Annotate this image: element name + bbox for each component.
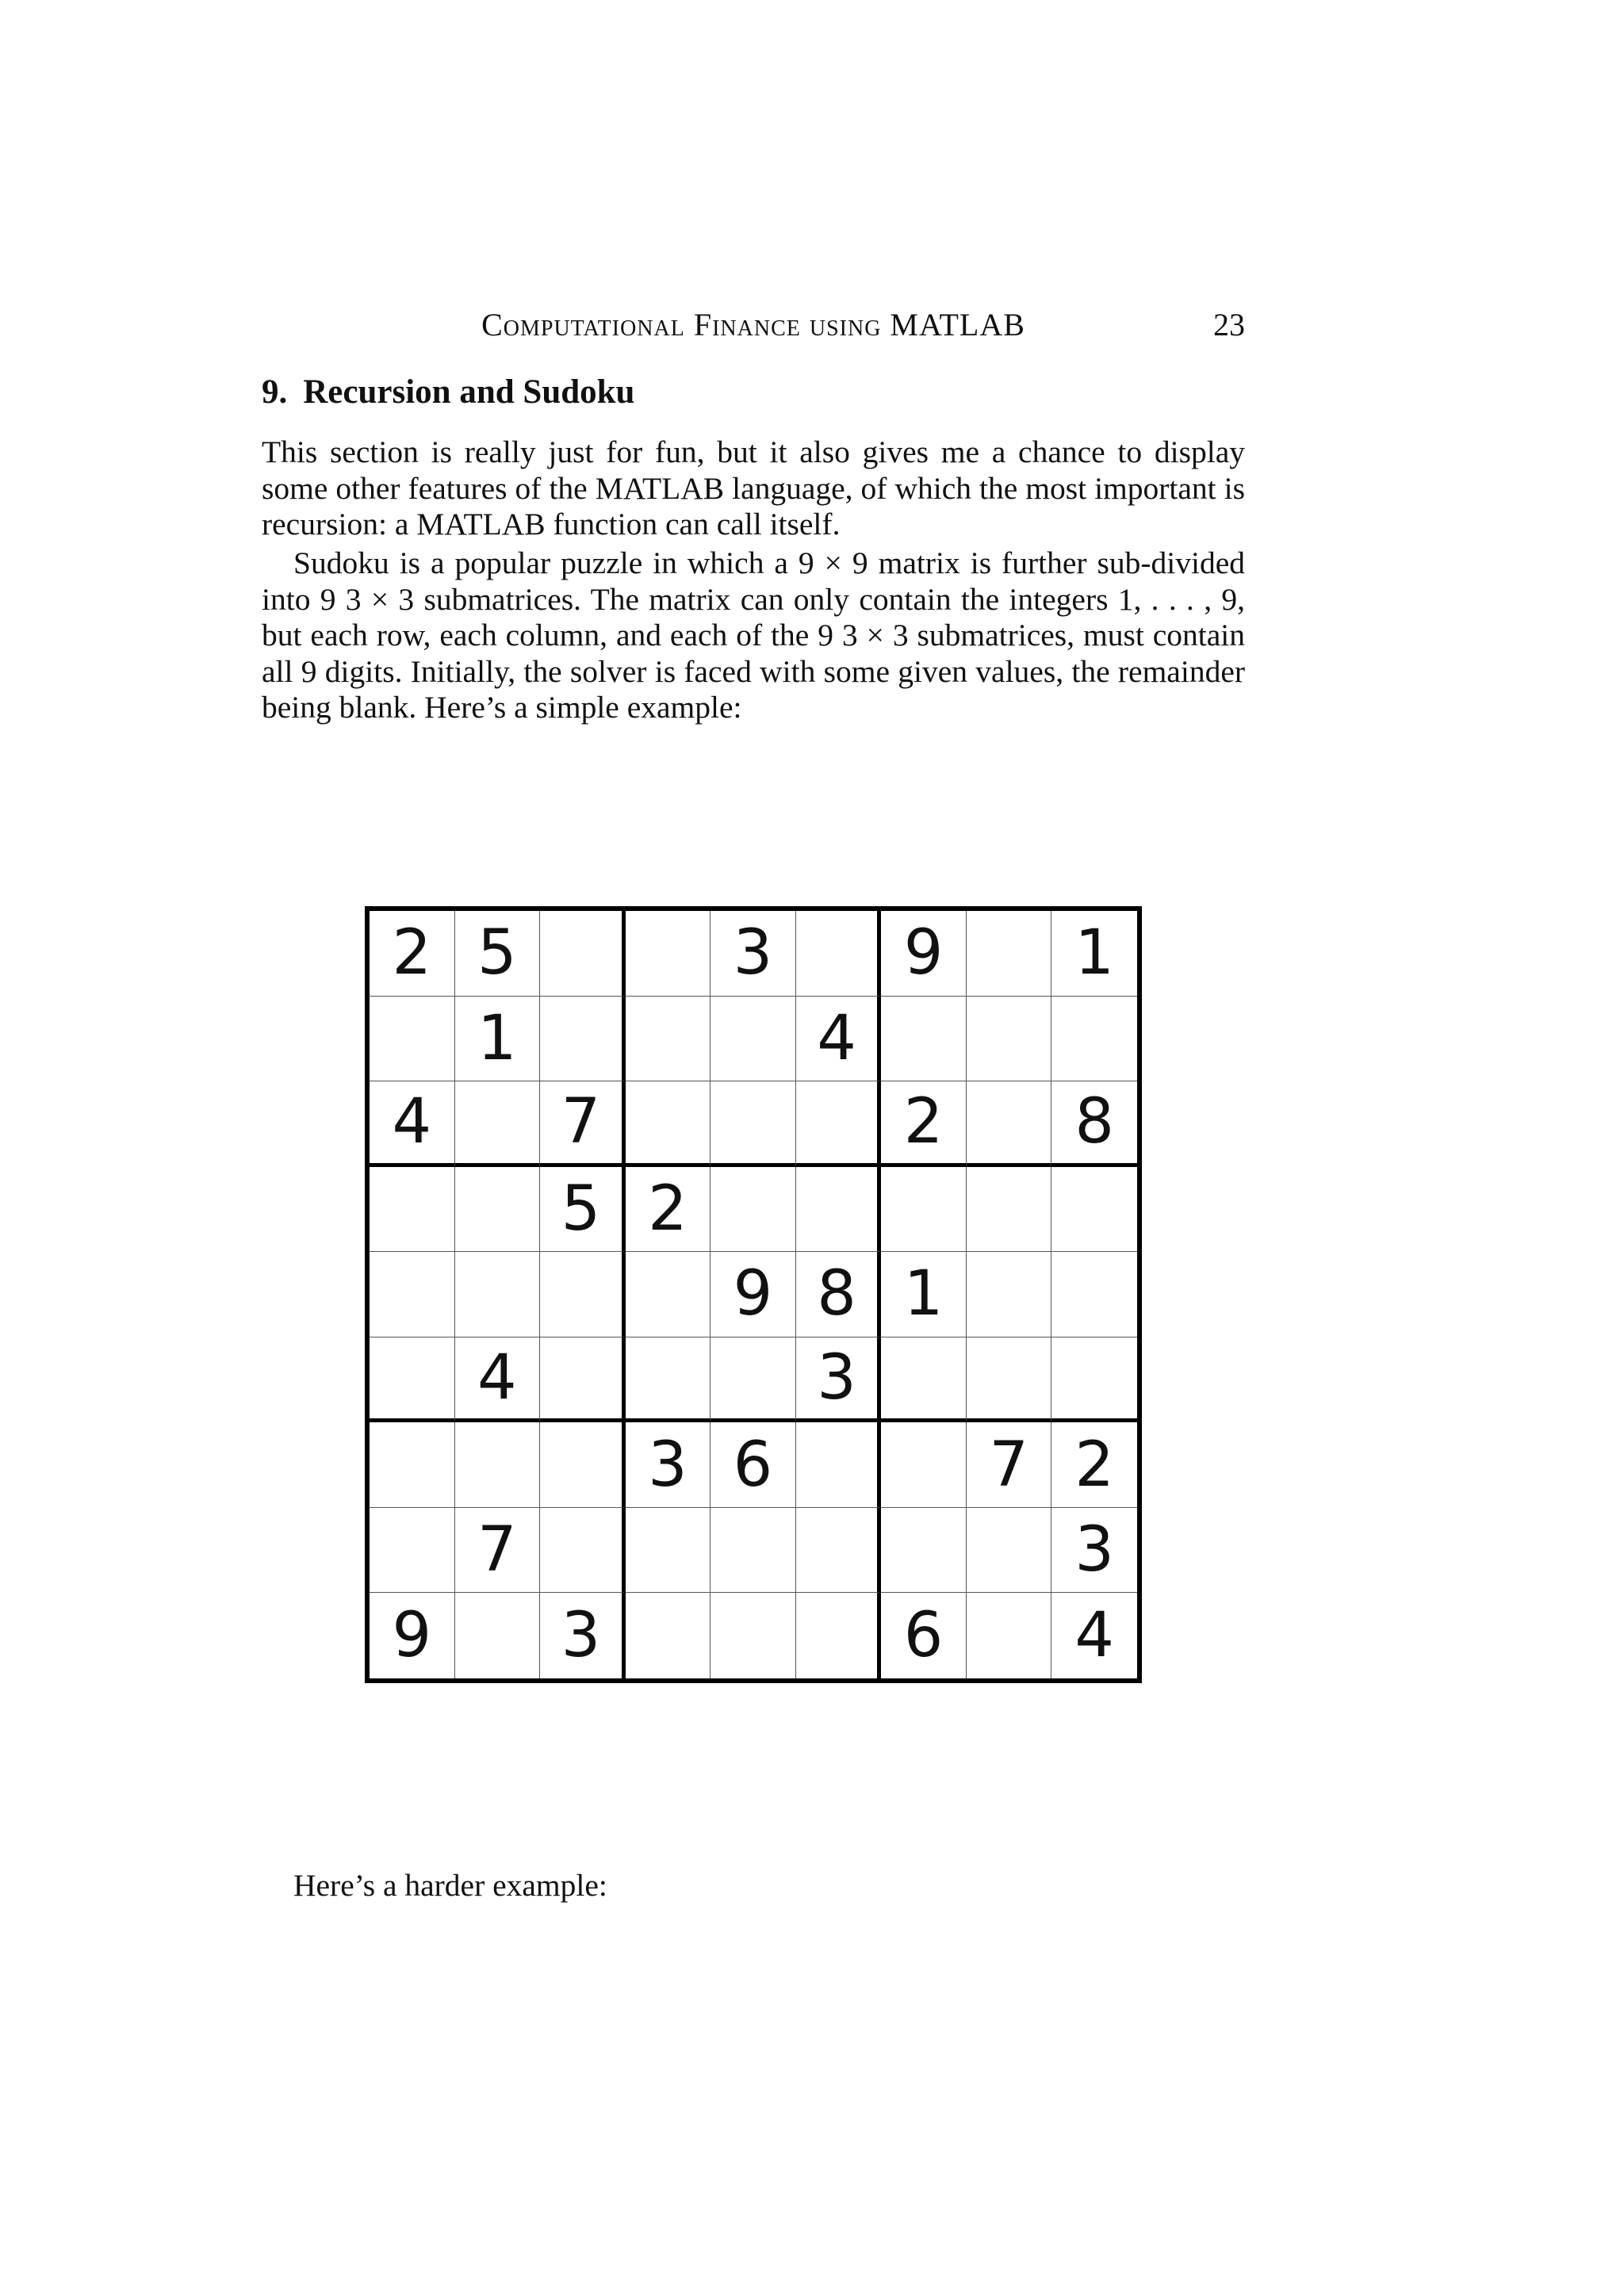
sudoku-cell: 9 [881,911,967,997]
sudoku-cell [967,1252,1052,1337]
sudoku-cell: 2 [370,911,455,997]
sudoku-cell [710,1508,796,1594]
sudoku-cell: 8 [796,1252,882,1337]
sudoku-cell [881,1167,967,1253]
sudoku-cell: 1 [1051,911,1137,997]
sudoku-cell [710,1081,796,1167]
sudoku-cell [967,997,1052,1082]
sudoku-cell [881,1337,967,1423]
sudoku-cell [710,1167,796,1253]
sudoku-cell: 7 [540,1081,626,1167]
section-number: 9. [262,373,288,411]
sudoku-cell [881,997,967,1082]
sudoku-cell [455,1252,541,1337]
sudoku-cell [967,1593,1052,1678]
sudoku-cell [1051,997,1137,1082]
sudoku-cell [967,1167,1052,1253]
sudoku-cell [626,1337,711,1423]
sudoku-cell: 7 [455,1508,541,1594]
sudoku-cell [370,1422,455,1508]
sudoku-cell [1051,1252,1137,1337]
sudoku-cell [881,1508,967,1594]
sudoku-cell [796,1081,882,1167]
sudoku-cell: 3 [626,1422,711,1508]
sudoku-grid [365,906,1142,1683]
sudoku-cell [626,1081,711,1167]
sudoku-cell [796,1167,882,1253]
sudoku-cell: 3 [710,911,796,997]
sudoku-cell [540,997,626,1082]
page-number: 23 [1213,307,1245,342]
paragraph-intro: This section is really just for fun, but it also gives me a chance to display some other features of the MATLAB language, of which the most important is recursion: a MATLAB function can call itself. [262,434,1245,541]
sudoku-cell [1051,1167,1137,1253]
sudoku-cell: 9 [710,1252,796,1337]
sudoku-cell: 7 [967,1422,1052,1508]
sudoku-cell [796,911,882,997]
sudoku-cell [626,1252,711,1337]
sudoku-cell [540,1508,626,1594]
sudoku-cell: 1 [881,1252,967,1337]
sudoku-cell [370,1167,455,1253]
paragraph-harder-example: Here’s a harder example: [293,1868,607,1903]
sudoku-cell: 1 [455,997,541,1082]
sudoku-cell [967,1337,1052,1423]
sudoku-cell: 3 [540,1593,626,1678]
sudoku-cell [626,997,711,1082]
sudoku-cell: 6 [710,1422,796,1508]
section-title: Recursion and Sudoku [303,373,635,411]
sudoku-cell [370,997,455,1082]
section-heading [262,369,634,416]
sudoku-cell [455,1081,541,1167]
sudoku-cell: 4 [796,997,882,1082]
sudoku-cell [881,1422,967,1508]
sudoku-cell: 4 [370,1081,455,1167]
sudoku-cell [796,1508,882,1594]
sudoku-cell [626,911,711,997]
sudoku-cell: 4 [455,1337,541,1423]
sudoku-cell [455,1593,541,1678]
sudoku-cell [710,997,796,1082]
sudoku-cell [540,1422,626,1508]
sudoku-cell [540,1252,626,1337]
sudoku-cell [455,1167,541,1253]
paragraph-sudoku-description: Sudoku is a popular puzzle in which a 9 × 9 matrix is further sub-divided into 9 3 × 3 submatrices. The matrix can only contain the integers 1, . . . , 9, but each row, each column, and each of the 9 3 × 3 submatrices, must contain all 9 digits. Initially, the solver is faced with some given values, the remainder being blank. Here’s a simple example: [262,545,1245,725]
sudoku-cell [370,1337,455,1423]
sudoku-cell: 3 [796,1337,882,1423]
sudoku-cell: 9 [370,1593,455,1678]
sudoku-cell: 2 [881,1081,967,1167]
sudoku-cell [710,1593,796,1678]
sudoku-cell [540,911,626,997]
sudoku-cell [1051,1337,1137,1423]
sudoku-cell [370,1252,455,1337]
sudoku-cell: 6 [881,1593,967,1678]
sudoku-cell: 2 [626,1167,711,1253]
running-head [262,301,1245,349]
sudoku-cell [626,1593,711,1678]
sudoku-cell [967,911,1052,997]
sudoku-cell [967,1081,1052,1167]
sudoku-cell: 3 [1051,1508,1137,1594]
sudoku-cell: 5 [540,1167,626,1253]
sudoku-cell [967,1508,1052,1594]
sudoku-cell [710,1337,796,1423]
sudoku-cell: 8 [1051,1081,1137,1167]
sudoku-cell: 2 [1051,1422,1137,1508]
running-title: Computational Finance using MATLAB [481,307,1025,342]
sudoku-cell [796,1422,882,1508]
sudoku-cell [455,1422,541,1508]
sudoku-cell [540,1337,626,1423]
sudoku-cell: 5 [455,911,541,997]
sudoku-cell [626,1508,711,1594]
sudoku-cell [370,1508,455,1594]
sudoku-cell [796,1593,882,1678]
sudoku-cell: 4 [1074,1600,1115,1672]
